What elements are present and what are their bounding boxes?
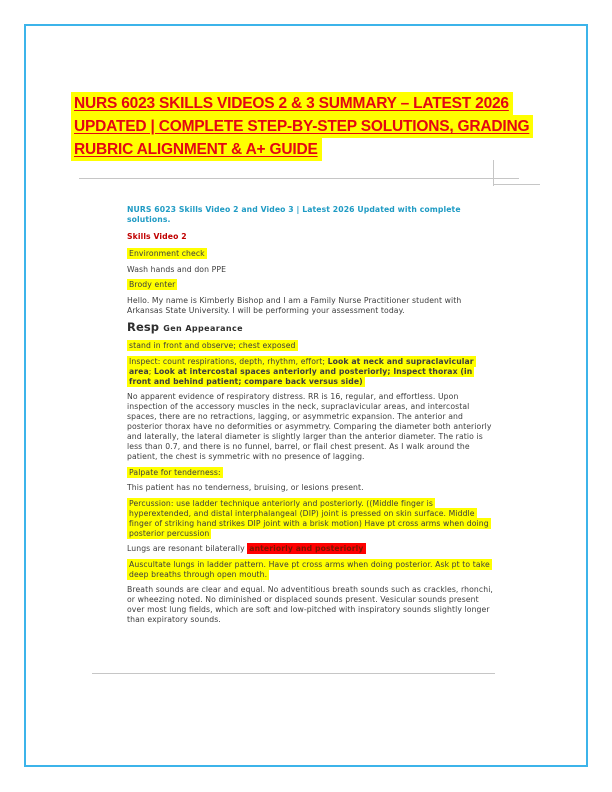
highlight-inspect-paragraph [127, 357, 495, 387]
environment-check-text: Environment check [129, 249, 205, 258]
brody-enter-text: Brody enter [129, 280, 176, 289]
resp-heading-sub: Gen Appearance [163, 324, 243, 333]
breath-sounds-paragraph: Breath sounds are clear and equal. No adventitious breath sounds such as crackles, rhonchi, or wheezing noted. No diminished or displaced sounds present. Vesicular sounds present over most lung fields, which are soft and low-pitched with inspiratory sounds slightly longer than expiratory sounds. [127, 585, 493, 624]
divider-line-top-short [493, 184, 540, 185]
palpate-text: Palpate for tenderness: [129, 467, 221, 477]
title-line: UPDATED | COMPLETE STEP-BY-STEP SOLUTIONS, GRADING [71, 115, 533, 138]
lungs-resonant-line [127, 544, 495, 554]
lungs-resonant-red-highlight: anteriorly and posteriorly [249, 544, 364, 553]
highlight-percussion-paragraph [127, 499, 495, 539]
percussion-text: Percussion: use ladder technique anteriorly and posteriorly. ((Middle finger is hyperextended, and distal interphalangeal (DIP) joint is pressed on skin surface. Middle finger of striking hand strikes DIP joint with a brisk motion) Have pt cross arms when doing posterior percussion [129, 498, 489, 538]
section-heading-skills-video-2: Skills Video 2 [127, 232, 187, 241]
highlight-brody-enter [127, 280, 495, 290]
doc-heading: NURS 6023 Skills Video 2 and Video 3 | Latest 2026 Updated with complete solutions. [127, 205, 461, 224]
intro-paragraph: Hello. My name is Kimberly Bishop and I am a Family Nurse Practitioner student with Arkansas State University. I will be performing your assessment today. [127, 295, 462, 315]
divider-line-bottom [92, 673, 495, 674]
highlight-palpate [127, 468, 495, 478]
highlight-stand-in-front [127, 341, 495, 351]
stand-in-front-text: stand in front and observe; chest exposed [129, 341, 296, 350]
auscultate-text: Auscultate lungs in ladder pattern. Have pt cross arms when doing posterior. Ask pt to take deep breaths through open mouth. [129, 559, 490, 579]
title-line: NURS 6023 SKILLS VIDEOS 2 & 3 SUMMARY – LATEST 2026 [71, 92, 513, 115]
resp-heading [127, 321, 495, 335]
no-tenderness-line: This patient has no tenderness, bruising, or lesions present. [127, 483, 364, 492]
divider-tick-vertical [493, 160, 494, 186]
lungs-resonant-plain: Lungs are resonant bilaterally [127, 544, 248, 553]
wash-hands-line: Wash hands and don PPE [127, 264, 227, 274]
title-line: RUBRIC ALIGNMENT & A+ GUIDE [71, 138, 322, 161]
no-distress-paragraph: No apparent evidence of respiratory distress. RR is 16, regular, and effortless. Upon inspection of the accessory muscles in the neck, supraclavicular areas, and intercostal spaces, there are no retractions, lagging, or asymmetric expansion. The anterior and posterior thorax have no deformities or asymmetry. Comparing the diameter both anteriorly and laterally, the lateral diameter is slightly larger than the anterior diameter. The ratio is less than 0.7, and there is no funnel, barrel, or flail chest present. As I walk around the patient, the chest is symmetric with no presence of lagging. [127, 392, 492, 461]
resp-heading-main: Resp [127, 320, 160, 334]
highlight-auscultate-paragraph [127, 560, 495, 580]
highlight-environment-check [127, 249, 495, 259]
document-title [71, 92, 541, 161]
inspect-text: Inspect: count respirations, depth, rhythm, effort; Look at neck and supraclavicular area; Look at intercostal spaces anteriorly and posteriorly; Inspect thorax (in front and behind patient; compare back versus side) [129, 356, 474, 386]
document-body [127, 205, 495, 631]
divider-line-top [79, 178, 519, 179]
